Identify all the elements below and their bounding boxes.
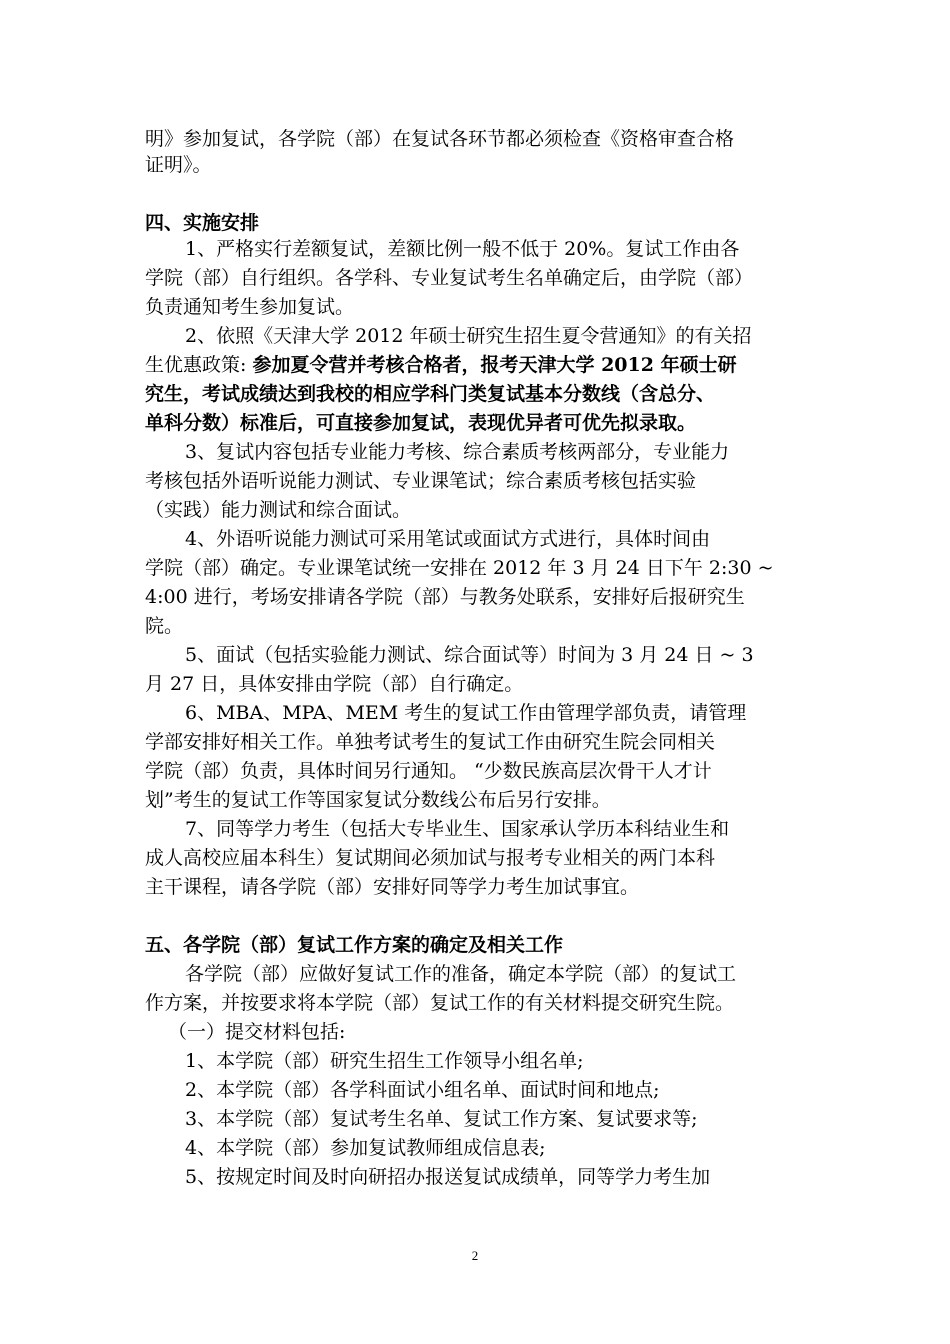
text-line: 1、严格实行差额复试，差额比例一般不低于 20%。复试工作由各 (185, 238, 740, 260)
text-line: 学院（部）负责，具体时间另行通知。 “少数民族高层次骨干人才计 (145, 760, 712, 782)
text-line: 5、按规定时间及时向研招办报送复试成绩单，同等学力考生加 (185, 1166, 711, 1188)
bold-text-line: 单科分数）标准后，可直接参加复试，表现优异者可优先拟录取。 (145, 412, 697, 434)
text-line: 2、依照《天津大学 2012 年硕士研究生招生夏令营通知》的有关招 (185, 325, 752, 347)
section-heading-5: 五、各学院（部）复试工作方案的确定及相关工作 (145, 934, 564, 956)
text-line: 月 27 日，具体安排由学院（部）自行确定。 (145, 673, 524, 695)
section-heading-4: 四、实施安排 (145, 212, 260, 234)
text-line: 负责通知考生参加复试。 (145, 296, 355, 318)
text-line: 院。 (145, 615, 184, 637)
text-line: 2、本学院（部）各学科面试小组名单、面试时间和地点; (185, 1079, 660, 1101)
text-line: 主干课程，请各学院（部）安排好同等学力考生加试事宜。 (145, 876, 640, 898)
text-line: 7、同等学力考生（包括大专毕业生、国家承认学历本科结业生和 (185, 818, 730, 840)
text-line: 考核包括外语听说能力测试、专业课笔试；综合素质考核包括实验 (145, 470, 697, 492)
text-line: 学部安排好相关工作。单独考试考生的复试工作由研究生院会同相关 (145, 731, 716, 753)
text-line: 3、本学院（部）复试考生名单、复试工作方案、复试要求等; (185, 1108, 698, 1130)
text-line: 作方案，并按要求将本学院（部）复试工作的有关材料提交研究生院。 (145, 992, 735, 1014)
text-line: （一）提交材料包括: (168, 1021, 346, 1043)
text-line: 明》参加复试，各学院（部）在复试各环节都必须检查《资格审查合格 (145, 128, 735, 150)
text-line: （实践）能力测试和综合面试。 (145, 499, 412, 521)
text-span: 生优惠政策: (145, 354, 253, 376)
bold-text-span: 参加夏令营并考核合格者，报考天津大学 2012 年硕士研 (252, 354, 737, 376)
text-line: 4、本学院（部）参加复试教师组成信息表; (185, 1137, 546, 1159)
text-line: 3、复试内容包括专业能力考核、综合素质考核两部分，专业能力 (185, 441, 730, 463)
bold-text-line: 究生，考试成绩达到我校的相应学科门类复试基本分数线（含总分、 (145, 383, 716, 405)
text-line: 4、外语听说能力测试可采用笔试或面试方式进行，具体时间由 (185, 528, 711, 550)
page-number: 2 (471, 1248, 479, 1263)
text-line: 学院（部）确定。专业课笔试统一安排在 2012 年 3 月 24 日下午 2:30 ~ (145, 557, 774, 579)
text-line: 5、面试（包括实验能力测试、综合面试等）时间为 3 月 24 日 ~ 3 (185, 644, 754, 666)
text-line: 成人高校应届本科生）复试期间必须加试与报考专业相关的两门本科 (145, 847, 716, 869)
text-line: 各学院（部）应做好复试工作的准备，确定本学院（部）的复试工 (185, 963, 737, 985)
text-line: 6、MBA、MPA、MEM 考生的复试工作由管理学部负责，请管理 (185, 702, 747, 724)
text-line: 划”考生的复试工作等国家复试分数线公布后另行安排。 (145, 789, 611, 811)
text-line: 4:00 进行，考场安排请各学院（部）与教务处联系，安排好后报研究生 (145, 586, 745, 608)
text-line (145, 352, 805, 378)
text-line: 学院（部）自行组织。各学科、专业复试考生名单确定后，由学院（部） (145, 267, 754, 289)
text-line: 证明》。 (145, 154, 212, 176)
text-line: 1、本学院（部）研究生招生工作领导小组名单; (185, 1050, 584, 1072)
